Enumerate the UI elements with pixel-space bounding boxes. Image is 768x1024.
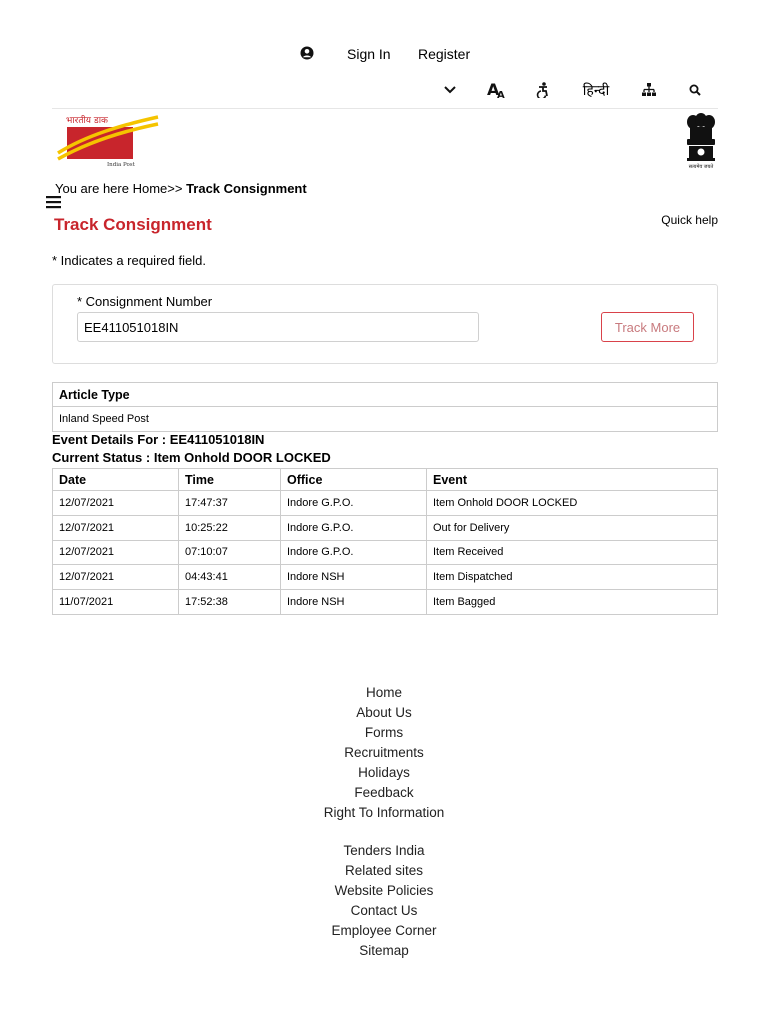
article-type-value: Inland Speed Post (53, 407, 718, 432)
footer-link-about-us[interactable]: About Us (356, 705, 412, 720)
cell-office: Indore G.P.O. (281, 515, 427, 540)
footer-link-feedback[interactable]: Feedback (354, 785, 414, 800)
footer-spacer (0, 824, 768, 842)
toolbar (0, 80, 768, 100)
cell-office: Indore G.P.O. (281, 540, 427, 565)
cell-office: Indore G.P.O. (281, 491, 427, 516)
table-row (53, 515, 718, 540)
consignment-number-input[interactable] (77, 312, 479, 342)
user-circle-icon[interactable] (300, 46, 314, 60)
header-divider (52, 108, 718, 109)
table-row (53, 491, 718, 516)
cell-time: 07:10:07 (179, 540, 281, 565)
sitemap-icon[interactable] (641, 80, 657, 100)
svg-text:A: A (487, 81, 500, 99)
cell-event: Item Received (427, 540, 718, 565)
hindi-language-link[interactable]: हिन्दी (582, 81, 610, 98)
svg-text:India Post: India Post (107, 162, 135, 168)
cell-date: 12/07/2021 (53, 491, 179, 516)
cell-date: 12/07/2021 (53, 565, 179, 590)
article-type-header: Article Type (53, 383, 718, 407)
search-icon[interactable] (688, 80, 702, 100)
event-details-heading: Event Details For : EE411051018IN (52, 432, 265, 447)
column-header-date: Date (53, 469, 179, 491)
national-emblem-logo (684, 113, 718, 169)
page-title: Track Consignment (54, 215, 212, 234)
cell-event: Item Bagged (427, 590, 718, 615)
column-header-time: Time (179, 469, 281, 491)
cell-office: Indore NSH (281, 590, 427, 615)
article-type-table (52, 382, 718, 432)
footer-link-tenders-india[interactable]: Tenders India (343, 843, 425, 858)
svg-text:सत्यमेव जयते: सत्यमेव जयते (688, 164, 714, 169)
table-row (53, 565, 718, 590)
current-status: Current Status : Item Onhold DOOR LOCKED (52, 450, 331, 465)
footer-link-related-sites[interactable]: Related sites (344, 863, 424, 878)
table-row (53, 540, 718, 565)
cell-event: Out for Delivery (427, 515, 718, 540)
india-post-logo[interactable] (52, 113, 162, 169)
events-header-row (53, 469, 718, 491)
accessibility-icon[interactable] (535, 80, 551, 100)
breadcrumb-prefix[interactable]: You are here Home>> (55, 181, 187, 196)
cell-time: 17:47:37 (179, 491, 281, 516)
sign-in-link[interactable]: Sign In (347, 46, 391, 62)
cell-date: 11/07/2021 (53, 590, 179, 615)
footer-link-holidays[interactable]: Holidays (358, 765, 410, 780)
cell-time: 10:25:22 (179, 515, 281, 540)
consignment-number-label: * Consignment Number (77, 294, 213, 309)
column-header-office: Office (281, 469, 427, 491)
cell-event: Item Dispatched (427, 565, 718, 590)
events-table (52, 468, 718, 615)
footer-link-home[interactable]: Home (365, 685, 402, 700)
footer-link-sitemap[interactable]: Sitemap (359, 943, 409, 958)
cell-time: 17:52:38 (179, 590, 281, 615)
footer-links (0, 684, 768, 962)
required-field-note: * Indicates a required field. (52, 253, 206, 268)
font-size-icon[interactable] (487, 80, 507, 100)
cell-event: Item Onhold DOOR LOCKED (427, 491, 718, 516)
quick-help-link[interactable]: Quick help (661, 213, 718, 227)
breadcrumb (55, 181, 307, 196)
column-header-event: Event (427, 469, 718, 491)
cell-time: 04:43:41 (179, 565, 281, 590)
cell-office: Indore NSH (281, 565, 427, 590)
footer-link-rti[interactable]: Right To Information (323, 805, 445, 820)
hamburger-menu-icon[interactable] (46, 195, 62, 209)
footer-link-forms[interactable]: Forms (364, 725, 404, 740)
top-bar (0, 42, 768, 66)
cell-date: 12/07/2021 (53, 540, 179, 565)
cell-date: 12/07/2021 (53, 515, 179, 540)
svg-text:A: A (497, 90, 505, 99)
chevron-down-icon[interactable] (442, 80, 458, 100)
table-row (53, 590, 718, 615)
breadcrumb-current: Track Consignment (186, 181, 307, 196)
consignment-form (52, 284, 718, 364)
footer-link-recruitments[interactable]: Recruitments (344, 745, 424, 760)
footer-link-website-policies[interactable]: Website Policies (334, 883, 434, 898)
footer-link-employee-corner[interactable]: Employee Corner (331, 923, 437, 938)
footer-link-contact-us[interactable]: Contact Us (350, 903, 418, 918)
svg-text:भारतीय डाक: भारतीय डाक (66, 116, 108, 126)
track-more-button[interactable]: Track More (601, 312, 694, 342)
register-link[interactable]: Register (418, 46, 471, 62)
